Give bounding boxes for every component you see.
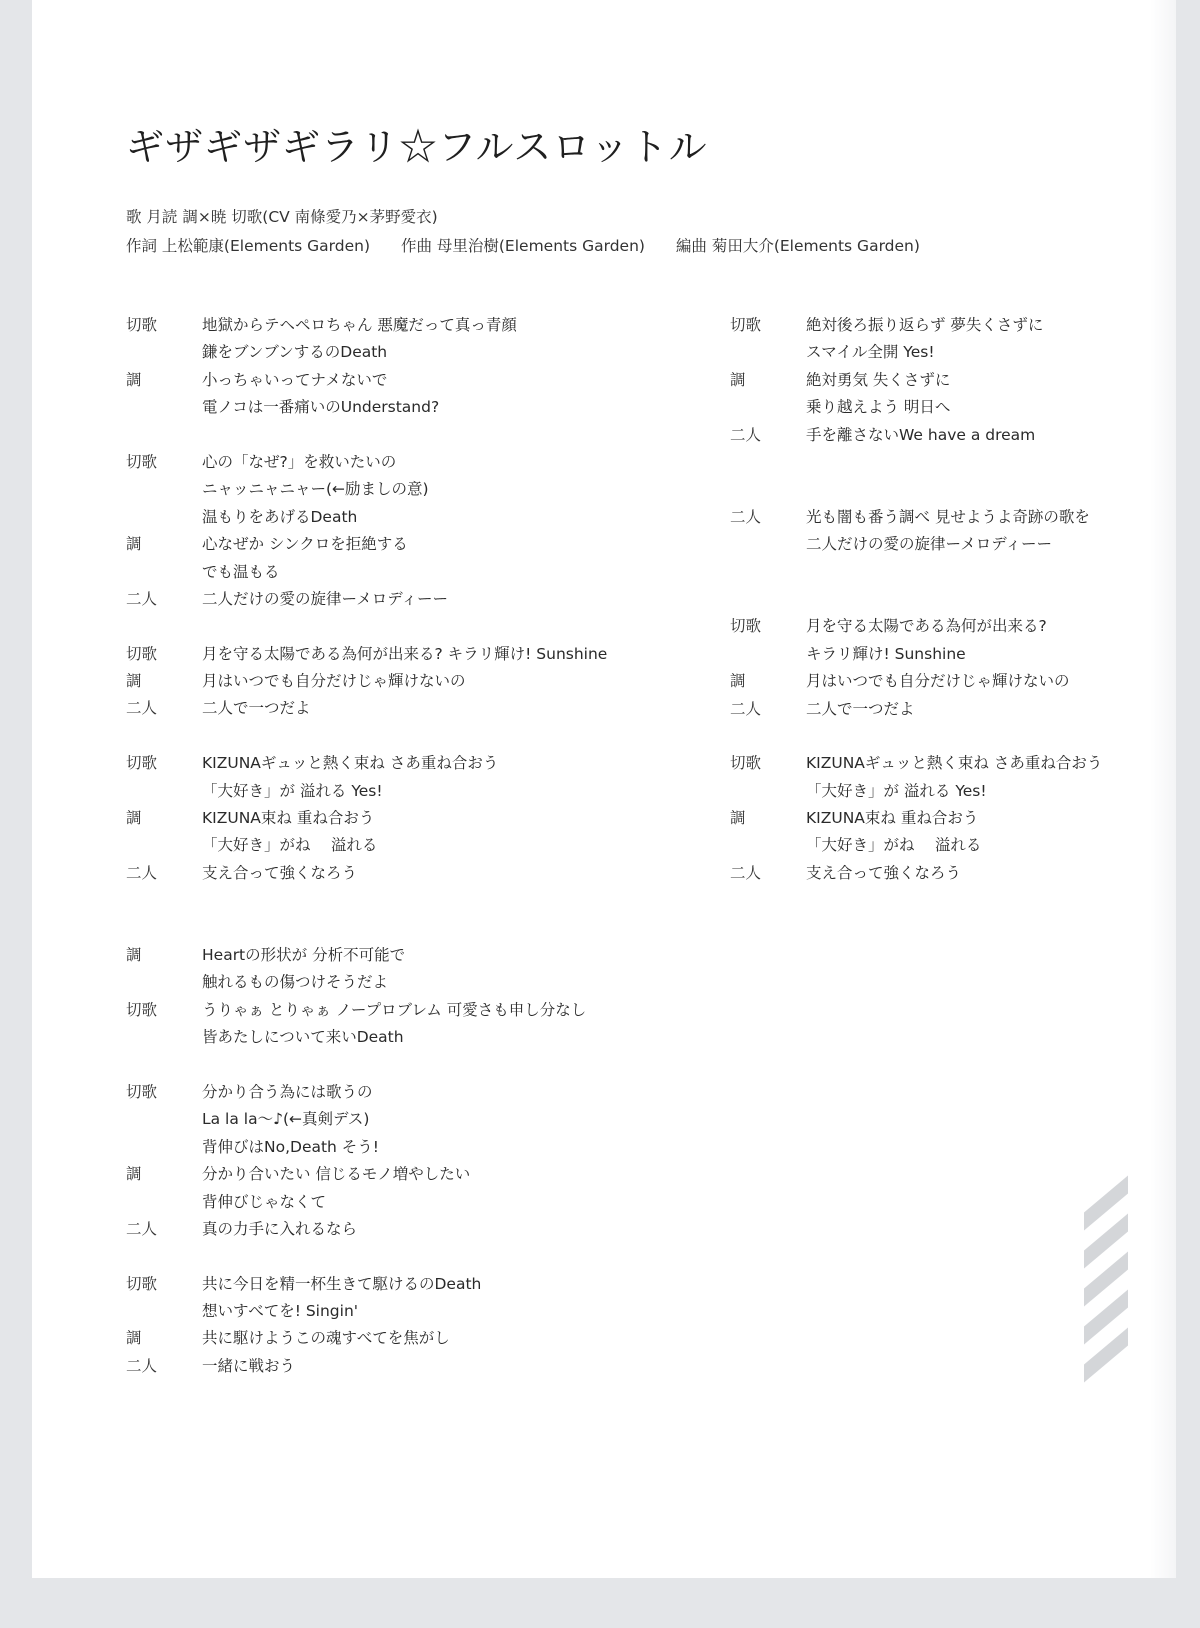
lyric-text: 共に今日を精一杯生きて駆けるのDeath <box>202 1274 482 1293</box>
lyric-text: 二人で一つだよ <box>202 699 311 718</box>
stanza-gap <box>126 887 607 942</box>
lyric-line <box>126 559 607 586</box>
speaker-label <box>126 504 202 531</box>
speaker-label <box>126 476 202 503</box>
lyric-text: 一緒に戦おう <box>202 1356 296 1375</box>
lyric-line <box>730 613 1102 640</box>
lyric-line <box>126 1106 607 1133</box>
lyric-line <box>126 1216 607 1243</box>
lyric-line <box>126 504 607 531</box>
speaker-label: 調 <box>126 946 142 964</box>
lyric-text: 「大好き」がね 溢れる <box>202 836 378 855</box>
lyric-text: 心なぜか シンクロを拒絶する <box>202 535 408 554</box>
lyric-line <box>730 778 1102 805</box>
lyric-text: La la la～♪(←真剣デス) <box>202 1110 370 1129</box>
speaker-label: 調 <box>126 672 142 691</box>
lyric-text: うりゃぁ とりゃぁ ノープロブレム 可愛さも申し分なし <box>202 1000 587 1019</box>
speaker-label <box>126 1134 202 1161</box>
speaker-label: 調 <box>730 370 746 389</box>
lyric-line <box>126 805 607 832</box>
lyric-line <box>730 641 1102 668</box>
speaker-label: 二人 <box>126 863 158 882</box>
lyric-line <box>126 750 607 777</box>
credits-staff <box>126 234 946 256</box>
lyric-line <box>126 832 607 859</box>
lyric-text: 支え合って強くなろう <box>806 863 962 882</box>
composer-credit: 作曲 母里治樹(Elements Garden) <box>400 237 645 255</box>
lyric-line <box>126 668 607 695</box>
speaker-label <box>126 339 202 366</box>
stanza-gap <box>730 559 1102 614</box>
lyric-text: KIZUNAギュッと熱く束ね さあ重ね合おう <box>202 754 499 773</box>
lyric-text: 皆あたしについて来いDeath <box>202 1028 404 1047</box>
lyric-text: キラリ輝け! Sunshine <box>806 644 966 663</box>
lyric-text: 心の「なぜ?」を救いたいの <box>202 452 397 471</box>
lyric-text: 乗り越えよう 明日へ <box>806 398 951 417</box>
lyric-text: KIZUNA束ね 重ね合おう <box>806 809 979 828</box>
lyric-line <box>126 1079 607 1106</box>
speaker-label: 調 <box>126 1329 142 1348</box>
speaker-label <box>126 394 202 421</box>
page-edge-shading <box>1150 0 1176 1578</box>
speaker-label: 切歌 <box>126 1000 158 1019</box>
lyric-line <box>126 860 607 887</box>
speaker-label: 切歌 <box>126 452 158 471</box>
lyric-line <box>126 1134 607 1161</box>
lyric-text: 月はいつでも自分だけじゃ輝けないの <box>806 672 1070 691</box>
speaker-label: 二人 <box>730 699 762 718</box>
speaker-label: 切歌 <box>730 316 762 334</box>
lyric-line <box>730 312 1102 339</box>
lyric-text: 触れるもの傷つけそうだよ <box>202 973 389 992</box>
lyric-line <box>126 997 607 1024</box>
credits-singers <box>126 205 464 227</box>
lyric-line <box>126 586 607 613</box>
speaker-label <box>126 969 202 996</box>
decorative-stripes <box>1084 1174 1128 1364</box>
speaker-label: 切歌 <box>730 617 762 636</box>
stanza-gap <box>126 1052 607 1079</box>
lyric-line <box>126 449 607 476</box>
lyric-text: 地獄からテヘペロちゃん 悪魔だって真っ青顔 <box>202 316 517 334</box>
speaker-label <box>126 1024 202 1051</box>
speaker-label <box>730 832 806 859</box>
speaker-label: 切歌 <box>126 1274 158 1293</box>
speaker-label: 二人 <box>126 1219 158 1238</box>
lyric-text: Heartの形状が 分析不可能で <box>202 946 406 964</box>
lyric-line <box>730 367 1102 394</box>
lyric-text: 二人だけの愛の旋律ーメロディーー <box>806 535 1052 554</box>
lyric-text: 分かり合いたい 信じるモノ増やしたい <box>202 1165 471 1184</box>
lyric-line <box>126 531 607 558</box>
lyric-line <box>730 696 1102 723</box>
arranger-credit: 編曲 菊田大介(Elements Garden) <box>675 237 920 255</box>
lyrics-left-column <box>126 312 607 1380</box>
speaker-label: 二人 <box>126 1356 158 1375</box>
speaker-label: 二人 <box>730 507 762 526</box>
lyricist-credit: 作詞 上松範康(Elements Garden) <box>126 237 371 255</box>
lyric-line <box>730 750 1102 777</box>
speaker-label <box>126 1106 202 1133</box>
stanza-gap <box>730 723 1102 750</box>
lyric-line <box>730 339 1102 366</box>
lyric-line <box>730 668 1102 695</box>
lyric-line <box>126 476 607 503</box>
lyric-line <box>126 1353 607 1380</box>
lyric-text: 鎌をブンブンするのDeath <box>202 343 388 362</box>
lyric-text: 光も闇も番う調べ 見せようよ奇跡の歌を <box>806 507 1090 526</box>
speaker-label: 二人 <box>126 589 158 608</box>
speaker-label: 切歌 <box>126 1082 158 1101</box>
lyric-line <box>126 1271 607 1298</box>
lyric-line <box>126 1189 607 1216</box>
lyric-line <box>730 832 1102 859</box>
speaker-label: 調 <box>126 370 142 389</box>
speaker-label: 調 <box>730 672 746 691</box>
lyric-text: スマイル全開 Yes! <box>806 343 935 362</box>
lyric-text: でも温もる <box>202 562 280 581</box>
speaker-label <box>126 1189 202 1216</box>
lyric-line <box>126 969 607 996</box>
stanza-gap <box>126 1243 607 1270</box>
lyric-text: 絶対勇気 失くさずに <box>806 370 951 389</box>
speaker-label <box>730 778 806 805</box>
lyric-text: 二人だけの愛の旋律ーメロディーー <box>202 589 448 608</box>
lyric-text: 共に駆けようこの魂すべてを焦がし <box>202 1329 450 1348</box>
lyric-line <box>126 1161 607 1188</box>
lyric-line <box>730 805 1102 832</box>
lyric-text: 背伸びじゃなくて <box>202 1192 327 1211</box>
stanza-gap <box>126 422 607 449</box>
lyric-line <box>126 942 607 969</box>
lyric-text: 「大好き」が 溢れる Yes! <box>202 781 383 800</box>
lyric-text: 想いすべてを! Singin' <box>202 1302 359 1321</box>
lyric-line <box>126 339 607 366</box>
lyric-line <box>730 860 1102 887</box>
lyric-text: 手を離さないWe have a dream <box>806 425 1036 444</box>
song-title: ギザギザギラリ☆フルスロットル <box>126 125 708 169</box>
lyric-line <box>126 367 607 394</box>
lyric-text: 背伸びはNo,Death そう! <box>202 1137 380 1156</box>
lyric-line <box>730 504 1102 531</box>
lyrics-page <box>32 0 1176 1578</box>
lyric-text: 温もりをあげるDeath <box>202 507 358 526</box>
lyric-line <box>126 778 607 805</box>
speaker-label: 調 <box>126 535 142 554</box>
lyric-line <box>126 1024 607 1051</box>
speaker-label: 切歌 <box>126 644 158 663</box>
speaker-label <box>126 778 202 805</box>
lyric-line <box>730 531 1102 558</box>
speaker-label <box>730 641 806 668</box>
lyric-line <box>730 422 1102 449</box>
lyric-text: 絶対後ろ振り返らず 夢失くさずに <box>806 316 1044 334</box>
speaker-label <box>730 394 806 421</box>
lyric-line <box>126 1298 607 1325</box>
speaker-label <box>730 531 806 558</box>
lyric-text: 支え合って強くなろう <box>202 863 358 882</box>
lyric-text: 「大好き」がね 溢れる <box>806 836 982 855</box>
speaker-label: 調 <box>126 1165 142 1184</box>
lyric-line <box>730 394 1102 421</box>
lyric-line <box>126 641 607 668</box>
speaker-label: 二人 <box>730 425 762 444</box>
singers-credit: 歌 月読 調×暁 切歌(CV 南條愛乃×茅野愛衣) <box>126 208 438 226</box>
stanza-gap <box>126 723 607 750</box>
lyric-text: 月を守る太陽である為何が出来る? キラリ輝け! Sunshine <box>202 644 608 663</box>
lyric-text: KIZUNA束ね 重ね合おう <box>202 809 375 828</box>
lyric-text: 月を守る太陽である為何が出来る? <box>806 617 1047 636</box>
speaker-label: 切歌 <box>126 754 158 773</box>
speaker-label <box>126 1298 202 1325</box>
lyric-text: KIZUNAギュッと熱く束ね さあ重ね合おう <box>806 754 1103 773</box>
lyric-text: ニャッニャニャー(←励ましの意) <box>202 480 429 499</box>
lyric-text: 真の力手に入れるなら <box>202 1219 358 1238</box>
lyric-text: 分かり合う為には歌うの <box>202 1082 373 1101</box>
speaker-label: 調 <box>126 809 142 828</box>
speaker-label: 切歌 <box>126 316 158 334</box>
speaker-label: 調 <box>730 809 746 828</box>
speaker-label: 切歌 <box>730 754 762 773</box>
lyric-text: 二人で一つだよ <box>806 699 915 718</box>
speaker-label <box>126 559 202 586</box>
lyric-text: 電ノコは一番痛いのUnderstand? <box>202 398 440 417</box>
lyric-line <box>126 1325 607 1352</box>
lyric-line <box>126 312 607 339</box>
lyric-text: 月はいつでも自分だけじゃ輝けないの <box>202 672 466 691</box>
lyrics-right-column <box>730 312 1102 887</box>
lyric-line <box>126 394 607 421</box>
speaker-label: 二人 <box>730 863 762 882</box>
stanza-gap <box>126 613 607 640</box>
lyric-line <box>126 695 607 722</box>
lyric-text: 小っちゃいってナメないで <box>202 370 388 389</box>
speaker-label <box>126 832 202 859</box>
stanza-gap <box>730 449 1102 504</box>
lyric-text: 「大好き」が 溢れる Yes! <box>806 781 987 800</box>
speaker-label: 二人 <box>126 699 158 718</box>
speaker-label <box>730 339 806 366</box>
